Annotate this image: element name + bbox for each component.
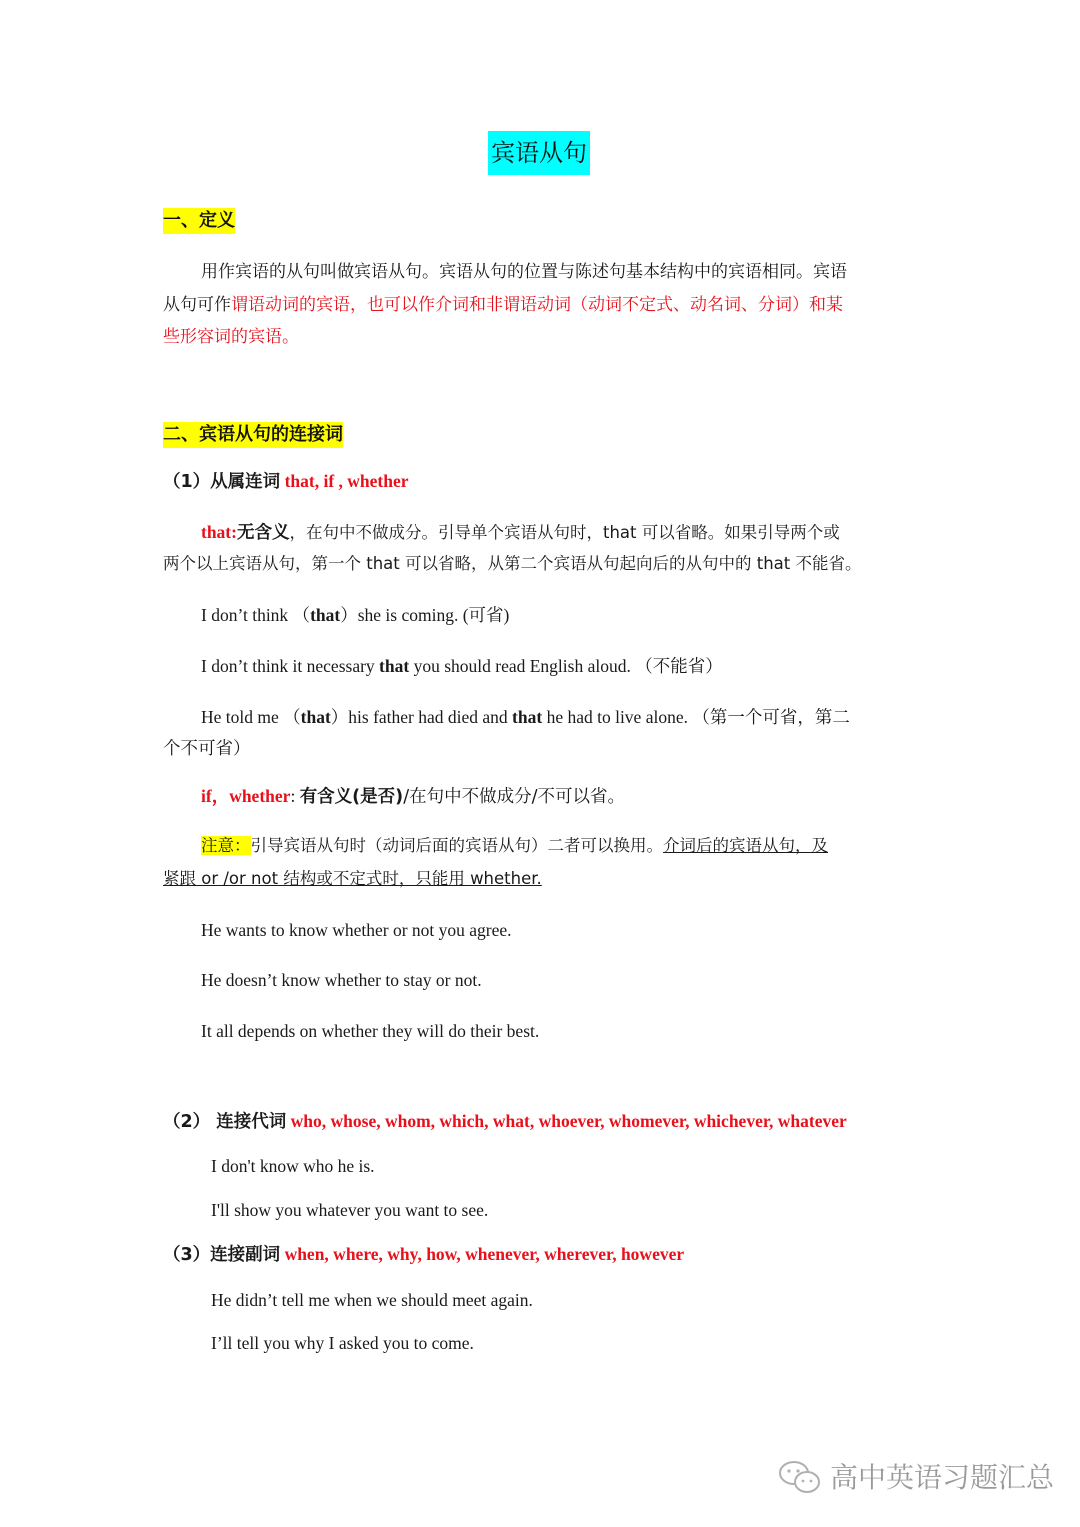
watermark xyxy=(778,1458,1054,1498)
example-text: ）his father had died and xyxy=(330,707,513,727)
that-meaning: 无含义 xyxy=(236,523,290,543)
example-text: I don’t think it necessary xyxy=(201,656,380,676)
whether-example-2: He doesn’t know whether to stay or not. xyxy=(201,970,482,990)
subsection-words: when, where, why, how, whenever, wherever, however xyxy=(284,1244,685,1264)
pronoun-example-2: I'll show you whatever you want to see. xyxy=(211,1200,489,1220)
example-text: I don’t think （ xyxy=(201,605,311,625)
watermark-text: 高中英语习题汇总 xyxy=(830,1461,1055,1494)
that-explanation-line-2: 两个以上宾语从句，第一个 that 可以省略，从第二个宾语从句起向后的从句中的 that 不能省。 xyxy=(163,554,862,573)
subsection-label: （3）连接副词 xyxy=(163,1245,281,1265)
page-title: 宾语从句 xyxy=(488,131,590,175)
note-label: 注意： xyxy=(201,836,251,855)
subsection-subordinating-conjunctions xyxy=(163,468,409,495)
definition-line-2 xyxy=(163,292,843,318)
that-explanation-line-1 xyxy=(201,519,840,546)
wechat-icon xyxy=(778,1459,822,1497)
example-keyword: that xyxy=(512,707,543,727)
example-text: you should read English aloud. （不能省） xyxy=(409,656,723,676)
example-text: ）she is coming. (可省) xyxy=(340,605,510,625)
example-text: He told me （ xyxy=(201,707,301,727)
if-whether-meaning: 有含义(是否) xyxy=(299,787,404,807)
adverb-example-1: He didn’t tell me when we should meet again. xyxy=(211,1290,533,1310)
example-1 xyxy=(201,602,509,628)
note-line-2: 紧跟 or /or not 结构或不定式时，只能用 whether. xyxy=(163,869,542,888)
definition-line-3: 些形容词的宾语。 xyxy=(163,327,299,347)
whether-example-3: It all depends on whether they will do their best. xyxy=(201,1021,540,1041)
colon: : xyxy=(290,786,300,806)
example-3 xyxy=(201,704,850,730)
example-2 xyxy=(201,653,723,679)
subsection-label: （1）从属连词 xyxy=(163,472,281,492)
example-keyword: that xyxy=(379,656,410,676)
note-underlined: 介词后的宾语从句，及 xyxy=(663,836,828,855)
section-heading-definition: 一、定义 xyxy=(163,208,235,234)
subsection-connective-adverbs xyxy=(163,1241,684,1268)
note-text: 引导宾语从句时（动词后面的宾语从句）二者可以换用。 xyxy=(250,836,663,855)
subsection-label: （2） 连接代词 xyxy=(163,1112,287,1132)
definition-text: 从句可作 xyxy=(163,295,231,315)
subsection-words: who, whose, whom, which, what, whoever, whomever, whichever, whatever xyxy=(290,1111,847,1131)
example-keyword: that xyxy=(300,707,331,727)
whether-example-1: He wants to know whether or not you agree. xyxy=(201,920,512,940)
that-label: that: xyxy=(201,522,237,542)
if-whether-explanation xyxy=(201,783,625,810)
note-line-1 xyxy=(201,833,828,859)
adverb-example-2: I’ll tell you why I asked you to come. xyxy=(211,1333,474,1353)
subsection-words: that, if , whether xyxy=(284,471,409,491)
example-3-continued: 个不可省） xyxy=(163,738,251,758)
that-explanation: ，在句中不做成分。引导单个宾语从句时，that 可以省略。如果引导两个或 xyxy=(289,523,840,542)
if-whether-rest: /在句中不做成分/不可以省。 xyxy=(403,787,625,807)
example-keyword: that xyxy=(310,605,341,625)
pronoun-example-1: I don't know who he is. xyxy=(211,1156,375,1176)
if-whether-label: if，whether xyxy=(201,786,291,806)
definition-line-1: 用作宾语的从句叫做宾语从句。宾语从句的位置与陈述句基本结构中的宾语相同。宾语 xyxy=(201,262,847,282)
definition-highlight: 谓语动词的宾语，也可以作介词和非谓语动词（动词不定式、动名词、分词）和某 xyxy=(231,295,843,315)
section-heading-connectives: 二、宾语从句的连接词 xyxy=(163,422,343,448)
subsection-connective-pronouns xyxy=(163,1108,847,1135)
example-text: he had to live alone. （第一个可省，第二 xyxy=(542,707,850,727)
